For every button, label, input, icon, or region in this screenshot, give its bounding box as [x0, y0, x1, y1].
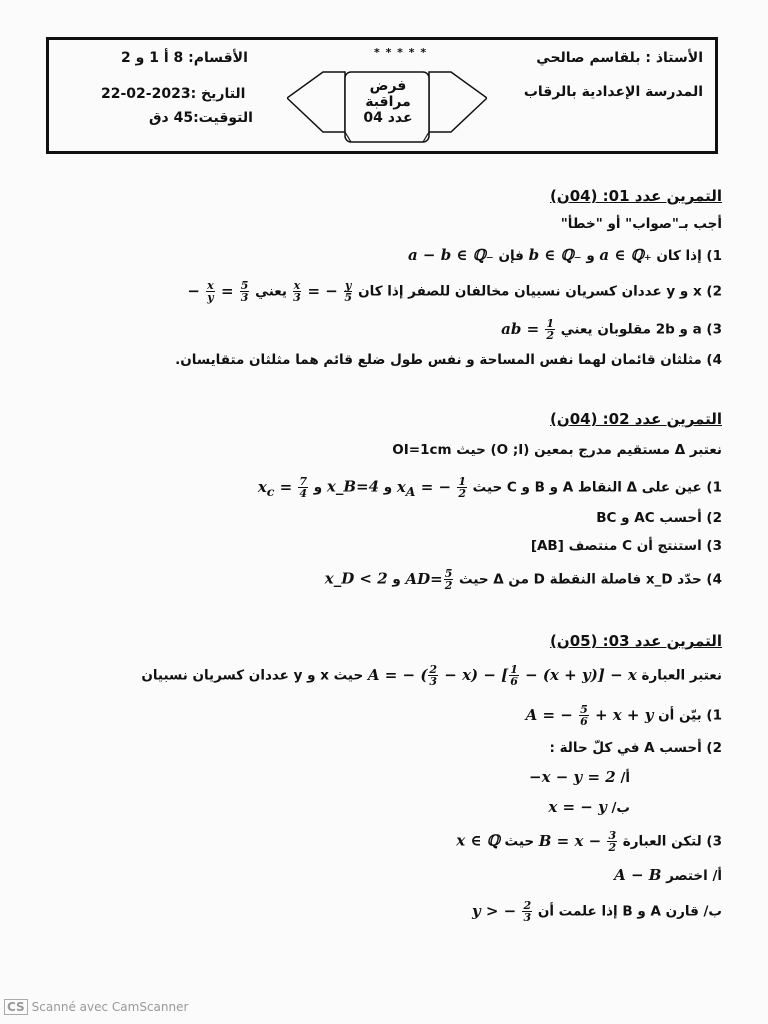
- ex2-q4-ad: AD= $\frac{5}{2}$: [405, 567, 453, 592]
- ex3-q3b: [150, 900, 722, 923]
- ex3-q2b: [150, 798, 630, 816]
- ex1-q3: [150, 318, 722, 341]
- ex3-q3a: [150, 866, 722, 884]
- ex3-q3b-math: y > − $\frac{2}{3}$: [471, 899, 532, 924]
- date-label: التاريخ :2023-02-22: [101, 86, 246, 102]
- ex2-q3: 3) استنتج أن C منتصف [AB]: [530, 538, 722, 554]
- ex2-q1-and2: و: [313, 479, 323, 496]
- ex1-q2-mean: يعني: [255, 283, 287, 300]
- ex2-intro: نعتبر Δ مستقيم مدرج بمعين (O ;I) حيث OI=1cm: [392, 442, 722, 458]
- ex3-q2a-math: −x − y = 2: [529, 768, 616, 786]
- ex1-q3-text: 3) a و 2b مقلوبان يعني: [560, 321, 722, 338]
- ex2-q1: [150, 476, 722, 499]
- ex3-q3a-math: A − B: [614, 866, 662, 884]
- ex3-q2a-label: أ/: [620, 770, 630, 786]
- ribbon-number: عدد 04: [363, 110, 413, 126]
- ex1-q1-math-a: a ∈ ℚ₊: [599, 246, 652, 264]
- ex1-q1-math-b: b ∈ ℚ₋: [528, 246, 582, 264]
- ex1-q1-and: و: [586, 248, 595, 264]
- ribbon-title: فرض مراقبة: [365, 78, 411, 110]
- header-box: [46, 37, 718, 154]
- ex3-q3b-text: ب/ قارن A و B إذا علمت أن: [537, 903, 722, 920]
- ex1-q3-math: ab = $\frac{1}{2}$: [501, 317, 555, 342]
- ex3-q3-where: حيث: [504, 833, 535, 850]
- ex3-q3-expr-b: B = x − $\frac{3}{2}$: [538, 829, 617, 854]
- ex2-q4: [150, 568, 722, 591]
- ex2-q4-text: 4) حدّد x_D فاصلة النقطة D من Δ حيث: [459, 571, 722, 588]
- ex2-q2: 2) أحسب AC و BC: [596, 510, 722, 526]
- ex2-q1-xc: $x_c$ = $\frac{7}{4}$: [257, 475, 308, 500]
- ex1-instruction: أجب بـ"صواب" أو "خطأ": [560, 216, 722, 232]
- ex3-q1: [150, 704, 722, 727]
- ex3-q3a-text: أ/ اختصر: [666, 868, 722, 884]
- classes-label: الأقسام: 8 أ 1 و 2: [121, 50, 248, 66]
- ex1-q2: [150, 280, 722, 303]
- ex2-q1-xa: $x_A$ = − $\frac{1}{2}$: [396, 475, 466, 500]
- ex1-q1-math-c: a − b ∈ ℚ₋: [407, 246, 494, 264]
- ex3-intro-text: نعتبر العبارة: [641, 667, 722, 684]
- ex3-q2: 2) أحسب A في كلّ حالة :: [549, 740, 722, 756]
- camscanner-watermark: [4, 1000, 188, 1014]
- ex3-q2a: [150, 768, 630, 786]
- ex3-title: التمرين عدد 03: (05ن): [550, 632, 722, 650]
- ex1-q4: 4) مثلثان قائمان لهما نفس المساحة و نفس طول ضلع قائم هما مثلثان متقايسان.: [175, 352, 722, 368]
- teacher-name: الأستاذ : بلقاسم صالحي: [536, 50, 703, 66]
- ex3-q2b-math: x = − y: [548, 798, 607, 816]
- school-name: المدرسة الإعدادية بالرقاب: [523, 84, 703, 100]
- ex2-title: التمرين عدد 02: (04ن): [550, 410, 722, 428]
- ex3-expr-a: A = − ( $\frac{2}{3}$ − x) − [ $\frac{1}{6}$ − (x + y)] − x: [367, 663, 637, 688]
- ex1-q1-then: فإن: [498, 248, 524, 264]
- ex2-q4-and: و: [392, 571, 401, 588]
- ex1-q1: [150, 246, 722, 264]
- ex2-q1-and1: و: [383, 479, 393, 496]
- ex3-q1-math: A = − $\frac{5}{6}$ + x + y: [525, 703, 654, 728]
- ex3-q3: [150, 830, 722, 853]
- stars-decoration: * * * * *: [374, 46, 428, 59]
- ex1-title: التمرين عدد 01: (04ن): [550, 187, 722, 205]
- ex3-intro-tail: حيث x و y عددان كسريان نسبيان: [141, 667, 364, 684]
- ex1-q2-math-cond: $\frac{x}{3}$ = − $\frac{y}{5}$: [293, 279, 353, 304]
- ex2-q1-text: 1) عين على Δ النقاط A و B و C حيث: [472, 479, 722, 496]
- ex3-q1-text: 1) بيّن أن: [658, 707, 722, 724]
- ex2-q4-math: x_D < 2: [324, 569, 388, 588]
- ex3-q3-text: 3) لتكن العبارة: [622, 833, 722, 850]
- ex1-q1-text: 1) إذا كان: [656, 248, 722, 264]
- ex3-intro: [141, 663, 722, 688]
- ex1-q2-text: 2) x و y عددان كسريان نسبيان مخالفان للصفر إذا كان: [358, 283, 722, 300]
- ex3-q3-domain: x ∈ ℚ: [456, 831, 500, 850]
- camscanner-logo: CS: [4, 999, 28, 1015]
- duration-label: التوقيت:45 دق: [149, 110, 253, 126]
- ex3-q2b-label: ب/: [611, 800, 630, 816]
- camscanner-text: Scanné avec CamScanner: [31, 1000, 189, 1014]
- ex2-q1-xb: x_B=4: [326, 477, 380, 496]
- ex1-q2-math-result: − $\frac{x}{y}$ = $\frac{5}{3}$: [187, 279, 249, 304]
